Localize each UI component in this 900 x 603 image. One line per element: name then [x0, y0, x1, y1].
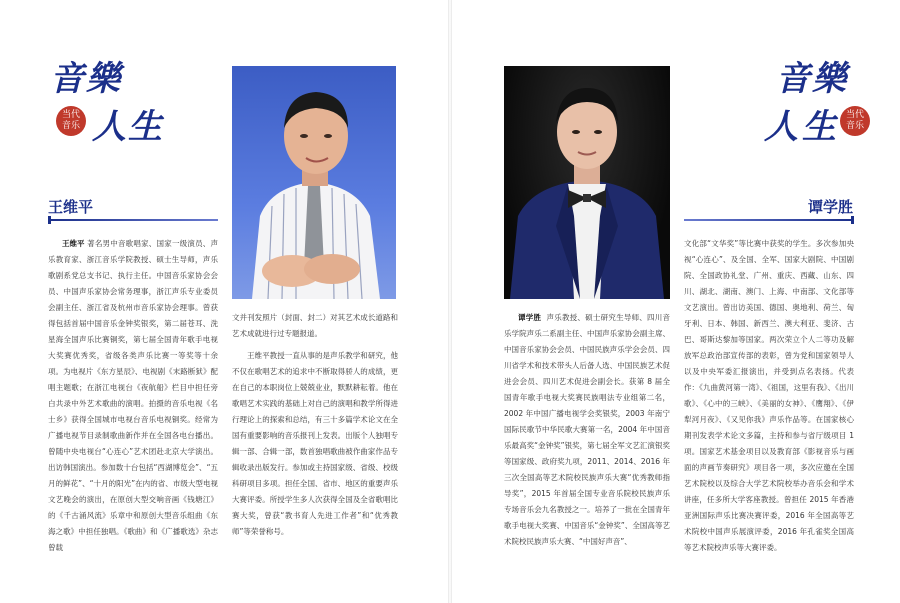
rule-tick: [48, 216, 51, 224]
portrait-figure: [504, 66, 670, 299]
logo-char: 音: [50, 59, 84, 99]
bio-paragraph: 文化部“文华奖”等比赛中获奖的学生。多次参加央视“心连心”、及全国、全军、国家大剧院、中国剧院、全国政协礼堂、广州、重庆、西藏、山东、四川、湖北、湖南、澳门、上海、中南部、文化部等文艺演出。曾出访美国、德国、奥地利、荷兰、匈牙利、日本、韩国、新西兰、澳大利亚、斐济、古巴、哥斯达黎加等国家。两次荣立个人二等功及解放军总政治部宣传部的表彰，曾为党和国家领导人以及中央军委汇报演出，并受到点名表扬。代表作：《九曲黄河第一湾》、《祖国，这里有我》、《出川歌》、《心中的三峡》、《美丽的女神》、《鹰翔》、《伊犁河月夜》、《又见你我》声乐作品等。在国家核心期刊发表学术论文多篇，主持和参与省厅级项目 1 项。国家艺术基金项目以及教育部《影视音乐与画面的声画节奏研究》项目各一项，多次应邀在全国艺术院校以及综合大学艺术院校举办音乐会和学术讲座，任多所大学客座教授。曾担任 2015 年香港亚洲国际声乐比赛决赛评委，2016 年全国高等艺术院校中国声乐展演评委，2016 年孔雀奖全国高等艺术院校声乐等大赛评委。: [684, 239, 854, 552]
rule-tick: [851, 216, 854, 224]
bio-text: 著名男中音歌唱家、国家一级演员、声乐教育家、浙江音乐学院教授、硕士生导师，声乐歌剧系党总支书记、执行主任。中国音乐家协会会员、中国声乐家协会常务理事，浙江声乐专业委员会副主任、浙江省及杭州市音乐家协会理事。曾获得包括首届中国音乐金钟奖银奖，第二届苍耳、洗星海全国声乐比赛铜奖，第七届全国青年歌手电视大奖赛优秀奖，省级各类声乐比赛一等奖等十余项。为电视片《东方星辰》、电视剧《末路断狱》配唱主题歌；在浙江电视台《夜航船》栏目中担任旁白共录中外艺术歌曲的演唱。拍摄的音乐电视《名士乡》获得全国城市电视台音乐电视铜奖。经常为广播电视节目录制歌曲新作并在全国各电台播出。曾随中央电视台“心连心”艺术团赴北京大学演出。出访韩国演出。参加数十台包括“西湖博览会”、“五月的鲜花”、“十月的阳光”在内的省、市级大型电视文艺晚会的演出，在原创大型交响音画《钱塘江》的《千古涌风流》乐章中和原创大型音乐组曲《东海之歌》中担任独唱。《歌曲》和《广播歌选》杂志曾载: [48, 239, 219, 552]
bio-column-1: [504, 310, 670, 550]
logo-char: 樂: [812, 59, 846, 99]
logo-char: 人: [764, 107, 798, 147]
logo-char: 音: [776, 59, 810, 99]
portrait-figure: [232, 66, 396, 299]
title-rule: [48, 219, 218, 221]
right-page: [450, 0, 900, 603]
seal-icon: 当代音乐: [56, 106, 86, 136]
logo-char: 人: [92, 107, 126, 147]
bio-paragraph: 王维平教授一直从事的是声乐教学和研究，他不仅在歌唱艺术的追求中不断取得骄人的成绩，更在自己的本职岗位上兢兢业业，默默耕耘着。他在歌唱艺术实践的基础上对自己的演唱和教学所得进行理论上的探索和总结，有三十多篇学术论文在全国有重要影响的音乐报刊上发表。出版个人独唱专辑一部、合辑一部，数首独唱歌曲被作曲家作品专辑收录出版发行。参加或主持国家级、省级、校级科研项目多项。担任全国、省市、地区的重要声乐大赛评委。所授学生多人次获得全国及全省歌唱比赛大奖，曾获“教书育人先进工作者”和“优秀教师”等荣誉称号。: [232, 351, 398, 536]
bio-lead-name: 谭学胜: [518, 313, 542, 322]
magazine-logo-right: [764, 59, 900, 152]
title-rule: [684, 219, 854, 221]
magazine-logo-left: [48, 59, 178, 152]
bio-text: 声乐教授、硕士研究生导师、四川音乐学院声乐二系副主任、中国声乐家协会副主席、中国音乐家协会会员、中国民族声乐学会会员、四川省学术和技术带头人后备人选、中国民族艺术促进会会员、四川艺术促进会副会长。获第 8 届全国青年歌手电视大奖赛民族唱法专业组第二名，2002 年中国广播电视学会奖银奖，2003 年南宁国际民歌节中华民歌大赛第一名，2004 年中国音乐最高奖“金钟奖”银奖，第七届全军文艺汇演银奖等国家级、政府奖九项，2011、2014、2016 年三次全国高等艺术院校民族声乐大赛“优秀教师指导奖”，2015 年首届全国专业音乐院校民族声乐专场音乐会九名教授之一。培养了一批在全国青年歌手电视大奖赛、中国音乐“金钟奖”、全国高等艺术院校民族声乐大赛、“中国好声音”、: [504, 313, 671, 546]
seal-icon: 当代音乐: [840, 106, 870, 136]
artist-name: 王维平: [48, 198, 94, 216]
bio-lead-name: 王维平: [62, 239, 85, 248]
logo-char: 生: [802, 107, 836, 147]
bio-column-1: [48, 236, 219, 552]
portrait-photo: [232, 66, 396, 299]
bio-column-2: [232, 310, 398, 540]
bio-column-2: [684, 236, 854, 556]
bio-paragraph: 文并刊发照片（封面、封二）对其艺术成长道路和艺术成就进行过专题报道。: [232, 313, 398, 338]
logo-char: 樂: [86, 59, 120, 99]
portrait-photo: [504, 66, 670, 299]
artist-name: 谭学胜: [808, 198, 854, 216]
logo-char: 生: [128, 107, 162, 147]
